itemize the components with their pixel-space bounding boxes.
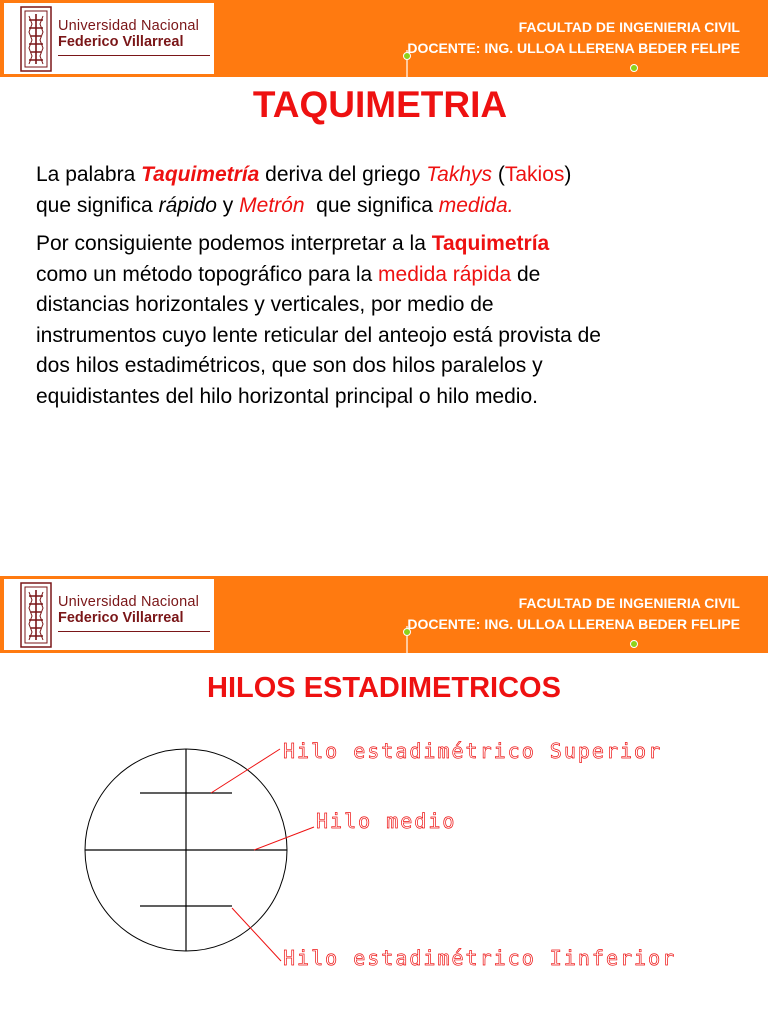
text-line: distancias horizontales y verticales, por medio de bbox=[36, 293, 494, 316]
term-taquimetria: Taquimetría bbox=[431, 232, 550, 255]
text-run: que significa bbox=[36, 193, 159, 217]
term-takhys: Takhys bbox=[426, 163, 493, 186]
term-takios: Takios bbox=[504, 163, 565, 186]
text-run: ( bbox=[492, 163, 505, 186]
term-rapido: rápido bbox=[158, 193, 217, 217]
university-name-line2: Federico Villarreal bbox=[58, 610, 184, 626]
university-name-line1: Universidad Nacional bbox=[58, 18, 200, 34]
text-line: dos hilos estadimétricos, que son dos hilos paralelos y bbox=[36, 354, 543, 377]
text-line: instrumentos cuyo lente reticular del anteojo está provista de bbox=[36, 323, 601, 347]
pointer-medio bbox=[254, 827, 314, 850]
faculty-label: FACULTAD DE INGENIERIA CIVIL bbox=[518, 19, 740, 35]
docente-label: DOCENTE: ING. ULLOA LLERENA BEDER FELIPE bbox=[407, 616, 740, 632]
slide-hilos-estadimetricos bbox=[0, 576, 768, 1024]
paragraph-definition bbox=[36, 229, 736, 412]
term-metron: Metrón bbox=[239, 193, 305, 217]
header-decoration bbox=[0, 0, 768, 77]
text-run: La palabra bbox=[36, 163, 142, 186]
label-hilo-superior: Hilo estadimétrico Superior bbox=[283, 739, 663, 763]
text-run: ) bbox=[564, 163, 572, 186]
pointer-inferior bbox=[232, 908, 281, 961]
university-name-line2: Federico Villarreal bbox=[58, 34, 184, 50]
term-medida-rapida: medida rápida bbox=[378, 262, 512, 286]
slide-header bbox=[0, 0, 768, 77]
text-run: Por consiguiente podemos interpretar a la bbox=[36, 232, 432, 255]
text-line: equidistantes del hilo horizontal principal o hilo medio. bbox=[36, 384, 538, 408]
text-run: de bbox=[511, 262, 541, 286]
text-run: deriva del griego bbox=[259, 163, 427, 186]
text-run: que significa bbox=[304, 193, 439, 217]
slide-title: HILOS ESTADIMETRICOS bbox=[207, 672, 561, 704]
docente-label: DOCENTE: ING. ULLOA LLERENA BEDER FELIPE bbox=[407, 40, 740, 56]
slide-title: TAQUIMETRIA bbox=[252, 84, 508, 125]
faculty-label: FACULTAD DE INGENIERIA CIVIL bbox=[518, 595, 740, 611]
term-taquimetria: Taquimetría bbox=[141, 163, 260, 186]
term-medida: medida. bbox=[438, 193, 514, 217]
label-hilo-medio: Hilo medio bbox=[316, 809, 457, 833]
label-hilo-inferior: Hilo estadimétrico Iinferior bbox=[283, 946, 677, 970]
university-name-line1: Universidad Nacional bbox=[58, 594, 200, 610]
text-run: como un método topográfico para la bbox=[36, 262, 379, 286]
text-run: y bbox=[216, 193, 240, 217]
paragraph-etymology bbox=[36, 160, 736, 221]
